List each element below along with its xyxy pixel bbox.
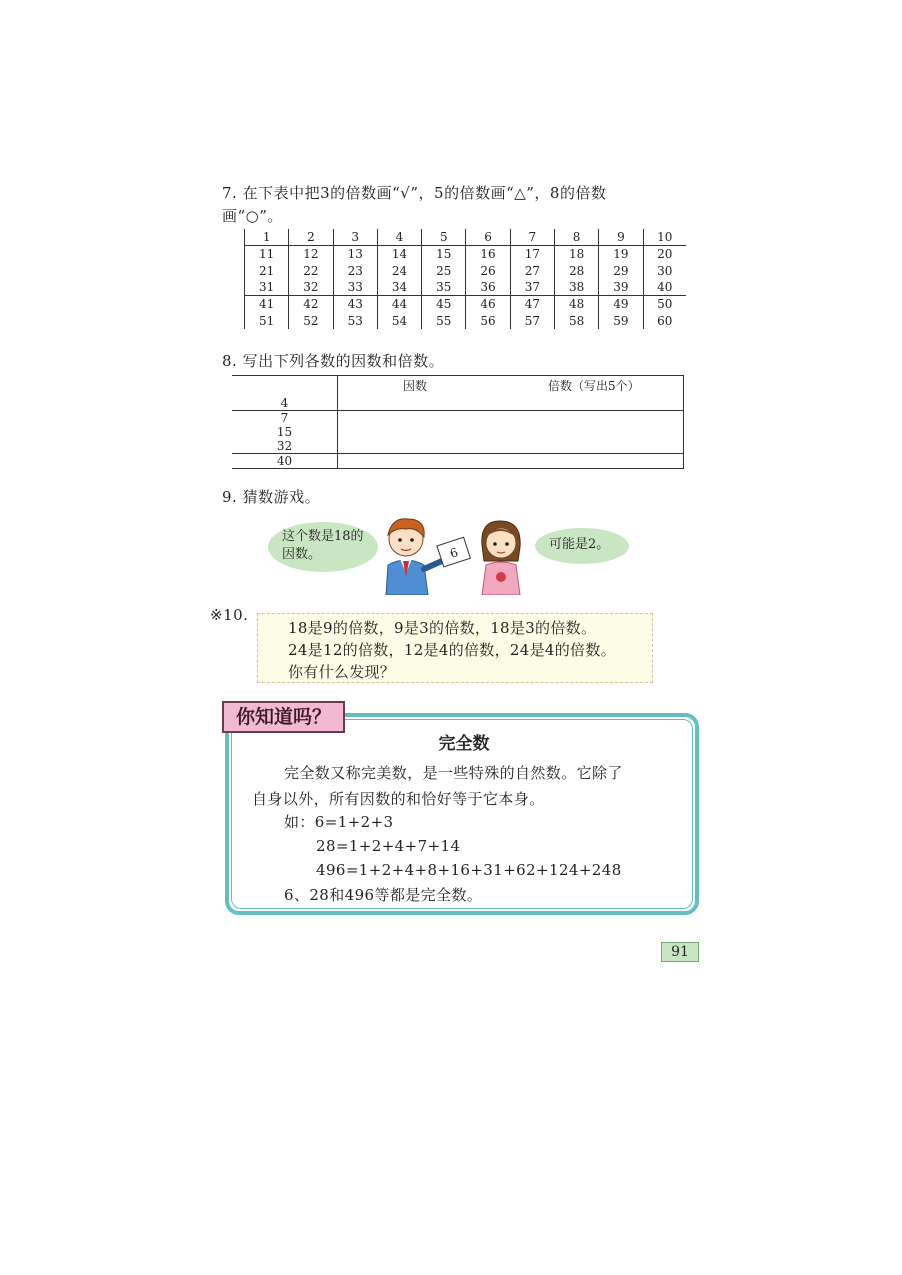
q8-instruction: 8. 写出下列各数的因数和倍数。 — [222, 352, 445, 370]
grid-cell[interactable]: 15 — [422, 246, 466, 263]
q10-label: ※10. — [210, 606, 249, 624]
q10-question: 你有什么发现？ — [288, 663, 396, 681]
grid-cell[interactable]: 24 — [377, 263, 421, 279]
grid-cell[interactable]: 42 — [289, 296, 333, 313]
grid-cell[interactable]: 55 — [422, 313, 466, 329]
example-3: 496=1+2+4+8+16+31+62+124+248 — [316, 861, 622, 879]
grid-cell[interactable]: 29 — [599, 263, 643, 279]
number-cell: 4 — [232, 376, 338, 411]
grid-cell[interactable]: 36 — [466, 279, 510, 296]
children-illustration — [370, 515, 540, 595]
page-number: 91 — [661, 942, 699, 962]
boy-speech-text: 这个数是18的因数。 — [282, 529, 364, 562]
answer-cell[interactable] — [338, 454, 684, 469]
q9-instruction: 9. 猜数游戏。 — [222, 488, 321, 506]
grid-cell[interactable]: 4 — [377, 229, 421, 246]
grid-cell[interactable]: 17 — [510, 246, 554, 263]
perfect-number-title: 完全数 — [438, 734, 490, 754]
grid-cell[interactable]: 20 — [643, 246, 686, 263]
grid-cell[interactable]: 46 — [466, 296, 510, 313]
grid-cell[interactable]: 59 — [599, 313, 643, 329]
grid-cell[interactable]: 14 — [377, 246, 421, 263]
grid-cell[interactable]: 8 — [554, 229, 598, 246]
grid-cell[interactable]: 45 — [422, 296, 466, 313]
grid-cell[interactable]: 38 — [554, 279, 598, 296]
grid-cell[interactable]: 37 — [510, 279, 554, 296]
multiples-grid — [244, 229, 686, 329]
grid-cell[interactable]: 57 — [510, 313, 554, 329]
grid-cell[interactable]: 32 — [289, 279, 333, 296]
grid-cell[interactable]: 33 — [333, 279, 377, 296]
header-multiples: 倍数（写出5个） — [548, 379, 640, 393]
perfect-number-conclusion: 6、28和496等都是完全数。 — [284, 886, 483, 904]
grid-cell[interactable]: 34 — [377, 279, 421, 296]
example-2: 28=1+2+4+7+14 — [316, 837, 461, 855]
grid-cell[interactable]: 19 — [599, 246, 643, 263]
grid-cell[interactable]: 30 — [643, 263, 686, 279]
grid-cell[interactable]: 18 — [554, 246, 598, 263]
number-cell: 15 — [232, 425, 338, 439]
grid-cell[interactable]: 7 — [510, 229, 554, 246]
grid-cell[interactable]: 12 — [289, 246, 333, 263]
grid-cell[interactable]: 53 — [333, 313, 377, 329]
grid-cell[interactable]: 21 — [245, 263, 289, 279]
did-you-know-tab: 你知道吗？ — [222, 701, 345, 733]
grid-cell[interactable]: 23 — [333, 263, 377, 279]
grid-cell[interactable]: 13 — [333, 246, 377, 263]
perfect-number-paragraph-line2: 自身以外，所有因数的和恰好等于它本身。 — [252, 790, 545, 808]
grid-cell[interactable]: 35 — [422, 279, 466, 296]
grid-cell[interactable]: 47 — [510, 296, 554, 313]
number-cell: 7 — [232, 411, 338, 426]
q10-line: 18是9的倍数，9是3的倍数，18是3的倍数。 — [288, 619, 597, 637]
girl-figure — [482, 521, 520, 595]
grid-cell[interactable]: 43 — [333, 296, 377, 313]
grid-cell[interactable]: 54 — [377, 313, 421, 329]
grid-cell[interactable]: 52 — [289, 313, 333, 329]
grid-cell[interactable]: 3 — [333, 229, 377, 246]
grid-row — [245, 279, 687, 296]
grid-cell[interactable]: 41 — [245, 296, 289, 313]
grid-row — [245, 313, 687, 329]
boy-speech-bubble — [268, 522, 378, 572]
grid-cell[interactable]: 48 — [554, 296, 598, 313]
grid-cell[interactable]: 10 — [643, 229, 686, 246]
grid-cell[interactable]: 28 — [554, 263, 598, 279]
grid-cell[interactable]: 1 — [245, 229, 289, 246]
answer-cell[interactable] — [338, 439, 684, 454]
grid-cell[interactable]: 60 — [643, 313, 686, 329]
grid-cell[interactable]: 49 — [599, 296, 643, 313]
grid-cell[interactable]: 5 — [422, 229, 466, 246]
answer-cell[interactable] — [338, 411, 684, 426]
grid-cell[interactable]: 39 — [599, 279, 643, 296]
grid-cell[interactable]: 31 — [245, 279, 289, 296]
grid-cell[interactable]: 2 — [289, 229, 333, 246]
girl-speech-text: 可能是2。 — [549, 537, 610, 552]
girl-speech-bubble — [535, 528, 629, 564]
q10-line: 24是12的倍数，12是4的倍数，24是4的倍数。 — [288, 641, 616, 659]
grid-row — [245, 296, 687, 313]
q7-instruction-line2: 画“○”。 — [222, 207, 283, 225]
grid-cell[interactable]: 58 — [554, 313, 598, 329]
grid-cell[interactable]: 9 — [599, 229, 643, 246]
grid-row — [245, 229, 687, 246]
grid-cell[interactable]: 22 — [289, 263, 333, 279]
q10-statement-box — [257, 613, 653, 683]
q7-instruction-line1: 7. 在下表中把3的倍数画“√”，5的倍数画“△”，8的倍数 — [222, 184, 607, 202]
card-number: 6 — [448, 545, 460, 561]
grid-cell[interactable]: 16 — [466, 246, 510, 263]
grid-row — [245, 263, 687, 279]
grid-row — [245, 246, 687, 263]
grid-cell[interactable]: 6 — [466, 229, 510, 246]
factors-multiples-table — [232, 375, 684, 469]
boy-figure — [386, 519, 442, 595]
number-card — [437, 537, 470, 567]
grid-cell[interactable]: 50 — [643, 296, 686, 313]
grid-cell[interactable]: 56 — [466, 313, 510, 329]
answer-cell[interactable] — [338, 425, 684, 439]
grid-cell[interactable]: 11 — [245, 246, 289, 263]
number-cell: 32 — [232, 439, 338, 454]
grid-cell[interactable]: 25 — [422, 263, 466, 279]
grid-cell[interactable]: 51 — [245, 313, 289, 329]
grid-cell[interactable]: 40 — [643, 279, 686, 296]
grid-cell[interactable]: 44 — [377, 296, 421, 313]
number-cell: 40 — [232, 454, 338, 469]
grid-cell[interactable]: 27 — [510, 263, 554, 279]
perfect-number-paragraph-line1: 完全数又称完美数，是一些特殊的自然数。它除了 — [284, 764, 623, 782]
example-1: 如：6=1+2+3 — [284, 813, 394, 831]
grid-cell[interactable]: 26 — [466, 263, 510, 279]
header-factors: 因数 — [403, 379, 428, 393]
